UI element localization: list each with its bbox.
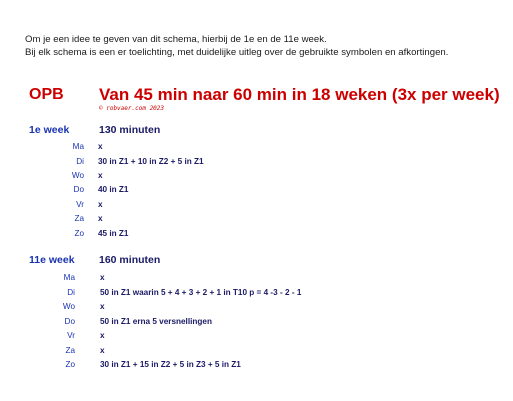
day-value: 45 in Z1 bbox=[98, 229, 129, 238]
day-value: 50 in Z1 erna 5 versnellingen bbox=[100, 317, 212, 326]
day-label: Za bbox=[65, 346, 75, 355]
week-minutes: 160 minuten bbox=[99, 254, 161, 266]
schema-code: OPB bbox=[29, 86, 64, 103]
day-label: Ma bbox=[72, 142, 84, 151]
week-label: 11e week bbox=[29, 254, 75, 266]
day-value: x bbox=[98, 200, 103, 209]
day-value: x bbox=[98, 142, 103, 151]
day-label: Do bbox=[64, 317, 75, 326]
day-label: Di bbox=[67, 288, 75, 297]
schema-title: Van 45 min naar 60 min in 18 weken (3x per week) bbox=[99, 85, 500, 104]
day-value: x bbox=[100, 346, 105, 355]
week-label: 1e week bbox=[29, 124, 70, 136]
day-value: x bbox=[100, 331, 105, 340]
day-value: 50 in Z1 waarin 5 + 4 + 3 + 2 + 1 in T10 p = 4 -3 - 2 - 1 bbox=[100, 288, 302, 297]
day-label: Wo bbox=[62, 302, 75, 311]
day-label: Za bbox=[74, 214, 84, 223]
intro-text bbox=[25, 33, 448, 59]
day-label: Ma bbox=[63, 273, 75, 282]
week-11-header bbox=[29, 254, 160, 266]
copyright-notice: © robvaer.com 2023 bbox=[99, 105, 165, 112]
day-value: 40 in Z1 bbox=[98, 185, 129, 194]
week-minutes: 130 minuten bbox=[99, 124, 161, 136]
day-value: x bbox=[100, 273, 105, 282]
day-label: Vr bbox=[67, 331, 75, 340]
day-label: Do bbox=[73, 185, 84, 194]
schema-header bbox=[29, 86, 513, 112]
day-value: x bbox=[100, 302, 105, 311]
day-value: x bbox=[98, 171, 103, 180]
day-label: Zo bbox=[65, 360, 75, 369]
day-value: 30 in Z1 + 15 in Z2 + 5 in Z3 + 5 in Z1 bbox=[100, 360, 241, 369]
day-label: Wo bbox=[71, 171, 84, 180]
day-value: 30 in Z1 + 10 in Z2 + 5 in Z1 bbox=[98, 157, 204, 166]
day-label: Di bbox=[76, 157, 84, 166]
week-1-header bbox=[29, 124, 160, 136]
day-label: Vr bbox=[76, 200, 84, 209]
intro-line-2: Bij elk schema is een er toelichting, met duidelijke uitleg over de gebruikte symbolen en afkortingen. bbox=[25, 47, 449, 58]
day-value: x bbox=[98, 214, 103, 223]
intro-line-1: Om je een idee te geven van dit schema, hierbij de 1e en de 11e week. bbox=[25, 34, 327, 45]
day-label: Zo bbox=[74, 229, 84, 238]
